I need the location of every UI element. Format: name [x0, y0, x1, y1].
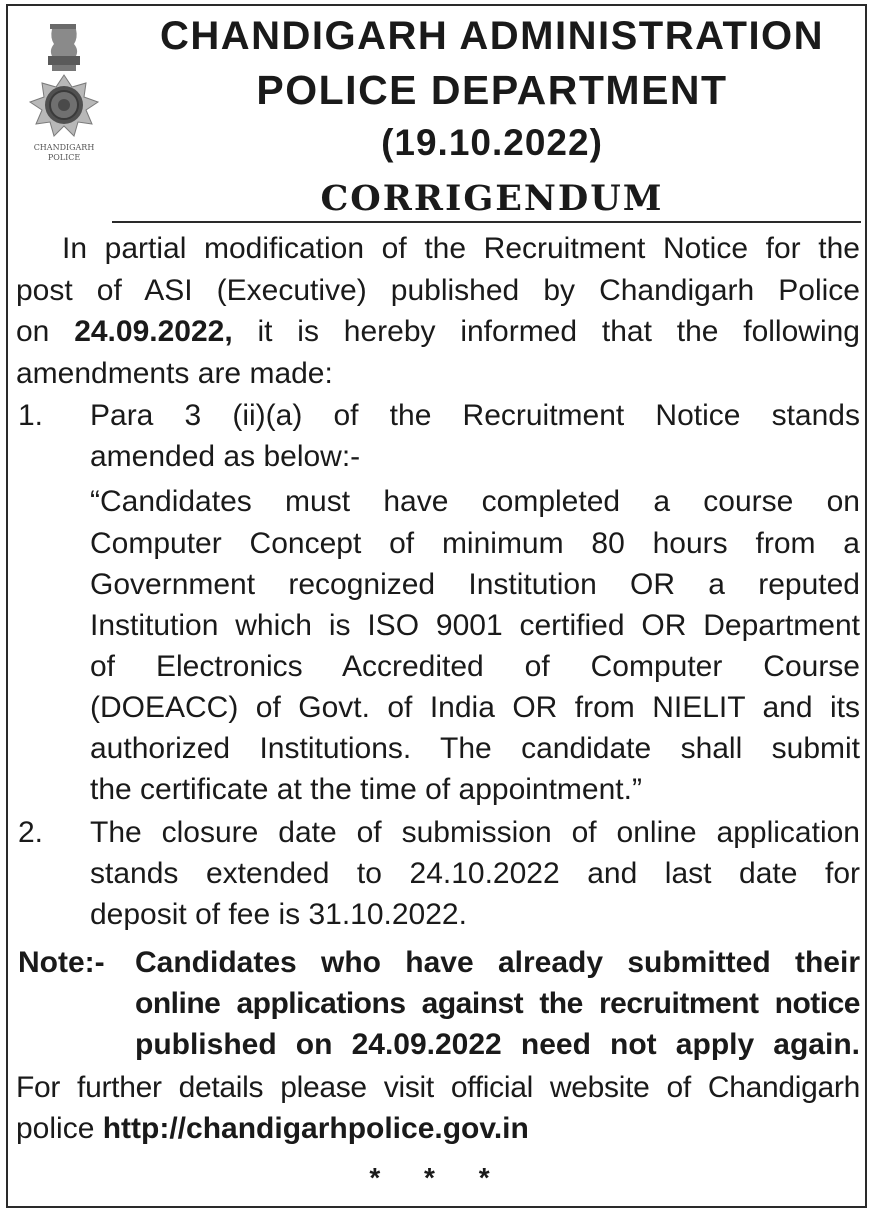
footer-line: For further details please visit official website of Chandigarh [16, 1071, 860, 1104]
header-divider [112, 221, 861, 223]
quote-line: Computer Concept of minimum 80 hours from a [90, 527, 860, 560]
intro-line: In partial modification of the Recruitment Notice for the [62, 232, 860, 265]
intro-line: amendments are made: [16, 357, 333, 390]
notice-date: (19.10.2022) [381, 122, 603, 163]
quote-line: (DOEACC) of Govt. of India OR from NIELIT and its [90, 691, 860, 724]
note-line: Candidates who have already submitted their [135, 946, 860, 979]
note-line: online applications against the recruitment notice [135, 987, 860, 1020]
end-stars: * * * [369, 1162, 508, 1193]
police-emblem-icon [16, 20, 112, 170]
note-label: Note:- [18, 946, 105, 979]
item1-line: Para 3 (ii)(a) of the Recruitment Notice stands [90, 399, 860, 432]
item2-line: The closure date of submission of online application [90, 816, 860, 849]
item2-line: stands extended to 24.10.2022 and last date for [90, 857, 860, 890]
quote-line: Government recognized Institution OR a reputed [90, 568, 860, 601]
item2-line: deposit of fee is 31.10.2022. [90, 898, 467, 931]
note-line: published on 24.09.2022 need not apply again. [135, 1028, 860, 1061]
header-line-administration: CHANDIGARH ADMINISTRATION [159, 14, 825, 58]
item-number: 2. [18, 816, 44, 849]
item1-line: amended as below:- [90, 440, 361, 473]
quote-line: of Electronics Accredited of Computer Course [90, 650, 860, 683]
quote-line: “Candidates must have completed a course on [90, 485, 860, 518]
intro-date: 24.09.2022, [74, 315, 233, 348]
emblem-label: CHANDIGARH [33, 143, 95, 152]
notice-title: CORRIGENDUM [320, 178, 664, 219]
quote-line: authorized Institutions. The candidate shall submit [90, 732, 860, 765]
emblem-label: POLICE [47, 153, 81, 162]
item-number: 1. [18, 399, 44, 432]
header-line-department: POLICE DEPARTMENT [256, 67, 728, 113]
quote-line: the certificate at the time of appointment.” [90, 773, 642, 806]
intro-line: on 24.09.2022, it is hereby informed that the following [16, 315, 860, 348]
intro-line: post of ASI (Executive) published by Chandigarh Police [16, 274, 860, 307]
quote-line: Institution which is ISO 9001 certified OR Department [90, 609, 860, 642]
website-link[interactable]: http://chandigarhpolice.gov.in [102, 1112, 529, 1145]
footer-line: police http://chandigarhpolice.gov.in [16, 1112, 529, 1145]
